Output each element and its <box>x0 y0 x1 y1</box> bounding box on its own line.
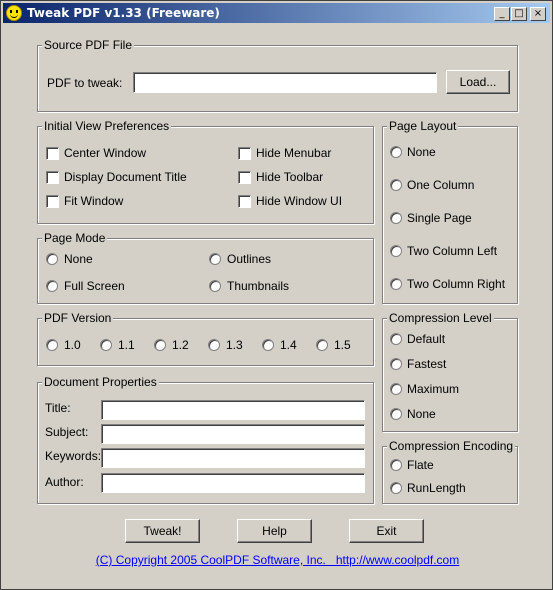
compression-maximum-label[interactable]: Maximum <box>407 382 460 396</box>
subject-input[interactable] <box>101 424 365 444</box>
tweak-button[interactable]: Tweak! <box>125 519 200 543</box>
compression-default-radio[interactable] <box>390 333 402 345</box>
hide-menubar-checkbox[interactable] <box>238 147 251 160</box>
compression-level-group <box>382 311 518 432</box>
hide-window-ui-label[interactable]: Hide Window UI <box>256 194 343 208</box>
pdf-version-1-0-radio[interactable] <box>46 339 58 351</box>
page-mode-none-label[interactable]: None <box>64 252 93 266</box>
page-mode-group <box>37 231 374 304</box>
pdf-path-input[interactable] <box>133 72 437 93</box>
page-mode-none-radio[interactable] <box>46 253 58 265</box>
pdf-version-1-5-label[interactable]: 1.5 <box>334 338 351 352</box>
close-button[interactable]: × <box>530 7 546 21</box>
encoding-runlength-label[interactable]: RunLength <box>407 481 466 495</box>
title-input[interactable] <box>101 400 365 420</box>
page-layout-one-column-radio[interactable] <box>390 179 402 191</box>
author-input[interactable] <box>101 473 365 493</box>
author-label: Author: <box>45 475 84 489</box>
page-layout-legend: Page Layout <box>389 119 457 133</box>
page-mode-outlines-radio[interactable] <box>209 253 221 265</box>
subject-label: Subject: <box>45 425 89 439</box>
fit-window-label[interactable]: Fit Window <box>64 194 124 208</box>
page-layout-group <box>382 119 518 304</box>
help-button[interactable]: Help <box>237 519 312 543</box>
source-pdf-legend: Source PDF File <box>44 38 133 52</box>
pdf-version-1-5-radio[interactable] <box>316 339 328 351</box>
pdf-version-1-3-radio[interactable] <box>208 339 220 351</box>
pdf-version-1-2-radio[interactable] <box>154 339 166 351</box>
page-mode-legend: Page Mode <box>44 231 106 245</box>
compression-fastest-radio[interactable] <box>390 358 402 370</box>
title-bar[interactable] <box>3 3 550 23</box>
compression-maximum-radio[interactable] <box>390 383 402 395</box>
encoding-flate-radio[interactable] <box>390 459 402 471</box>
compression-level-legend: Compression Level <box>389 311 492 325</box>
encoding-runlength-radio[interactable] <box>390 482 402 494</box>
compression-encoding-legend: Compression Encoding <box>389 439 514 453</box>
hide-toolbar-label[interactable]: Hide Toolbar <box>256 170 324 184</box>
pdf-to-tweak-label: PDF to tweak: <box>47 76 123 90</box>
keywords-label: Keywords: <box>45 449 102 463</box>
page-layout-two-column-left-label[interactable]: Two Column Left <box>407 244 498 258</box>
page-layout-two-column-right-label[interactable]: Two Column Right <box>407 277 506 291</box>
page-layout-none-label[interactable]: None <box>407 145 436 159</box>
title-label: Title: <box>45 401 71 415</box>
keywords-input[interactable] <box>101 448 365 468</box>
display-document-title-label[interactable]: Display Document Title <box>64 170 187 184</box>
initial-view-legend: Initial View Preferences <box>44 119 170 133</box>
exit-button[interactable]: Exit <box>349 519 424 543</box>
page-mode-thumbnails-label[interactable]: Thumbnails <box>227 279 290 293</box>
load-button[interactable]: Load... <box>446 70 510 94</box>
compression-fastest-label[interactable]: Fastest <box>407 357 447 371</box>
pdf-version-legend: PDF Version <box>44 311 112 325</box>
document-properties-legend: Document Properties <box>44 375 157 389</box>
page-layout-two-column-left-radio[interactable] <box>390 245 402 257</box>
page-mode-full-screen-radio[interactable] <box>46 280 58 292</box>
copyright-link[interactable]: (C) Copyright 2005 CoolPDF Software, Inc. http://www.coolpdf.com <box>95 553 460 567</box>
page-layout-single-page-radio[interactable] <box>390 212 402 224</box>
center-window-checkbox[interactable] <box>46 147 59 160</box>
pdf-version-1-2-label[interactable]: 1.2 <box>172 338 189 352</box>
display-document-title-checkbox[interactable] <box>46 171 59 184</box>
window-title: Tweak PDF v1.33 (Freeware) <box>27 6 220 20</box>
compression-default-label[interactable]: Default <box>407 332 446 346</box>
source-pdf-group <box>37 38 518 112</box>
compression-none-radio[interactable] <box>390 408 402 420</box>
hide-toolbar-checkbox[interactable] <box>238 171 251 184</box>
compression-none-label[interactable]: None <box>407 407 436 421</box>
page-mode-thumbnails-radio[interactable] <box>209 280 221 292</box>
page-layout-one-column-label[interactable]: One Column <box>407 178 475 192</box>
pdf-version-1-4-radio[interactable] <box>262 339 274 351</box>
pdf-version-1-0-label[interactable]: 1.0 <box>64 338 81 352</box>
encoding-flate-label[interactable]: Flate <box>407 458 434 472</box>
page-layout-two-column-right-radio[interactable] <box>390 278 402 290</box>
hide-menubar-label[interactable]: Hide Menubar <box>256 146 332 160</box>
page-layout-none-radio[interactable] <box>390 146 402 158</box>
pdf-version-1-4-label[interactable]: 1.4 <box>280 338 297 352</box>
document-properties-group <box>37 375 374 504</box>
hide-window-ui-checkbox[interactable] <box>238 195 251 208</box>
fit-window-checkbox[interactable] <box>46 195 59 208</box>
initial-view-group <box>37 119 374 224</box>
minimize-button[interactable]: _ <box>494 7 510 21</box>
pdf-version-1-3-label[interactable]: 1.3 <box>226 338 243 352</box>
pdf-version-1-1-label[interactable]: 1.1 <box>118 338 135 352</box>
compression-encoding-group <box>382 439 518 504</box>
page-mode-full-screen-label[interactable]: Full Screen <box>64 279 125 293</box>
maximize-button[interactable]: □ <box>511 7 527 21</box>
page-layout-single-page-label[interactable]: Single Page <box>407 211 472 225</box>
pdf-version-group <box>37 311 374 366</box>
page-mode-outlines-label[interactable]: Outlines <box>227 252 272 266</box>
center-window-label[interactable]: Center Window <box>64 146 147 160</box>
pdf-version-1-1-radio[interactable] <box>100 339 112 351</box>
smiley-icon[interactable] <box>6 5 22 21</box>
